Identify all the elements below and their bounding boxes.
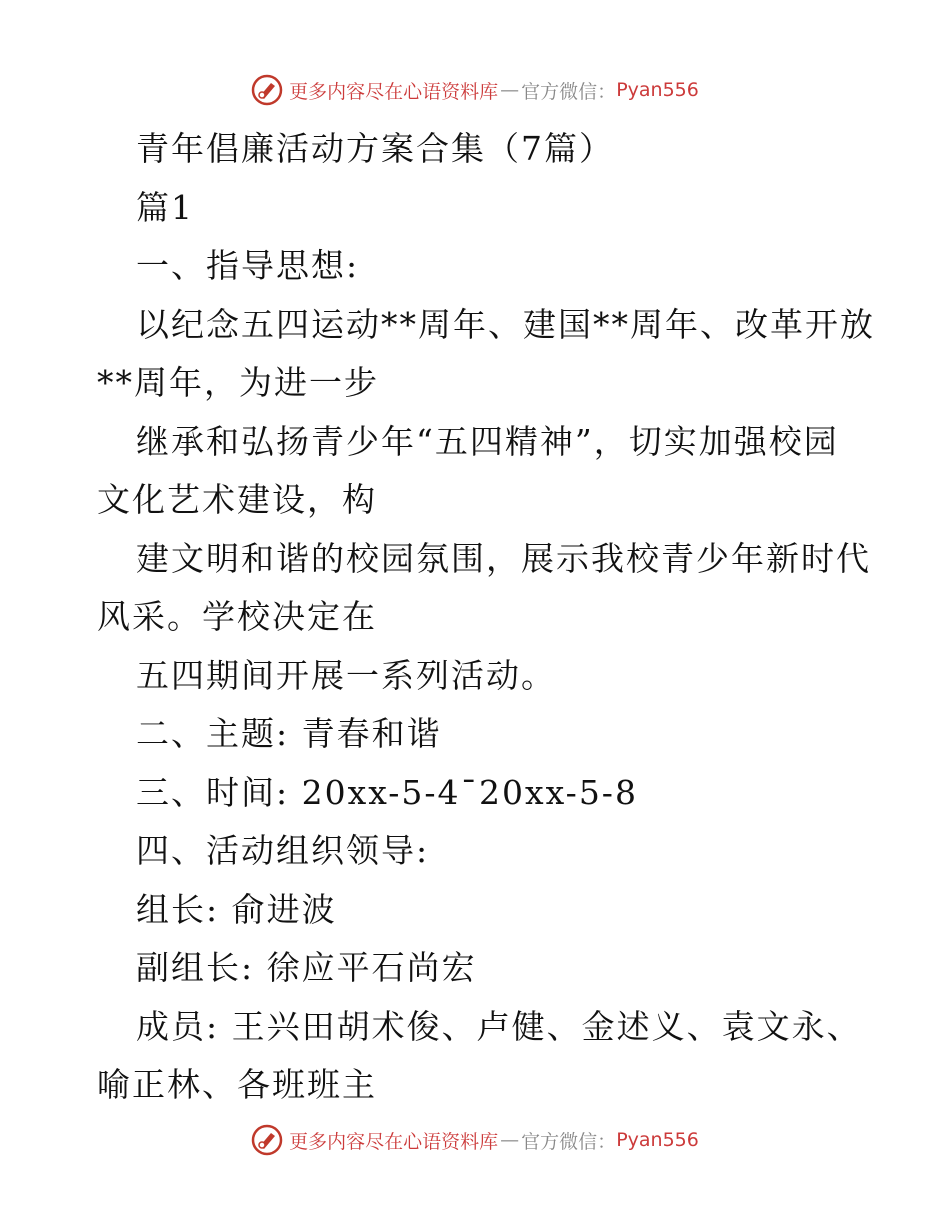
paragraph-line: 文化艺术建设，构 — [97, 480, 377, 519]
paragraph-line: 组长: 俞进波 — [136, 889, 337, 929]
paragraph-line: 成员: 王兴田胡术俊、卢健、金述义、袁文永、 — [136, 1006, 862, 1046]
watermark-site-text: 更多内容尽在心语资料库 — [289, 1130, 499, 1153]
paragraph-line: **周年，为进一步 — [97, 363, 379, 402]
watermark-contact-id: Pyan556 — [616, 1129, 699, 1151]
paragraph-line: 建文明和谐的校园氛围，展示我校青少年新时代 — [136, 538, 871, 578]
document-body — [97, 120, 875, 1115]
paragraph-line: 二、主题: 青春和谐 — [136, 714, 442, 753]
watermark-separator: — — [500, 1129, 520, 1151]
stamp-logo-icon — [251, 1124, 283, 1156]
stamp-logo-icon — [251, 74, 283, 106]
watermark-site-text: 更多内容尽在心语资料库 — [289, 80, 499, 103]
document-title: 青年倡廉活动方案合集（7篇） — [136, 129, 614, 168]
paragraph-line: 一、指导思想: — [136, 246, 360, 285]
watermark-contact-id: Pyan556 — [616, 79, 699, 101]
watermark-contact-label: 官方微信： — [521, 80, 617, 103]
paragraph-line: 喻正林、各班班主 — [97, 1065, 377, 1104]
paragraph-line: 风采。学校决定在 — [97, 597, 377, 636]
paragraph-line: 继承和弘扬青少年“五四精神”，切实加强校园 — [136, 421, 839, 461]
paragraph-line: 副组长: 徐应平石尚宏 — [136, 948, 477, 987]
paragraph-line: 三、时间: 20xx-5-4¯20xx-5-8 — [136, 772, 638, 812]
header-watermark — [0, 70, 950, 110]
watermark-contact-label: 官方微信： — [521, 1130, 617, 1153]
paragraph-line: 五四期间开展一系列活动。 — [136, 655, 556, 695]
footer-watermark — [0, 1120, 950, 1160]
paragraph-line: 四、活动组织领导: — [136, 831, 430, 870]
paragraph-line: 以纪念五四运动**周年、建国**周年、改革开放 — [136, 304, 875, 344]
watermark-separator: — — [500, 79, 520, 101]
section-heading: 篇1 — [136, 187, 194, 227]
